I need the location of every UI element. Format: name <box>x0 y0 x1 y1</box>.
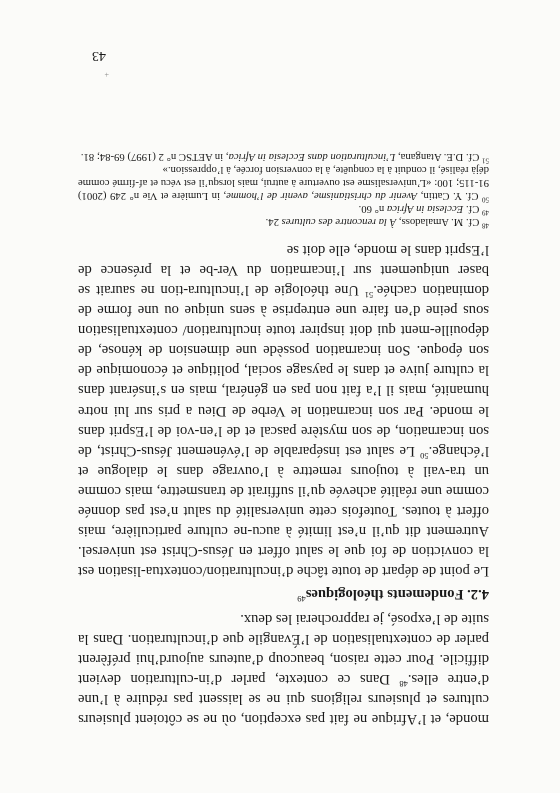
footnote-49: $^{49}$ Cf. Ecclesia in Africa n° 60. <box>358 202 489 217</box>
paragraph-continuation: monde, et l’Afrique ne fait pas exception, où ne se côtoient plusieurs cultures et plusieurs religions qui ne se laissent pas réduire à l’une d’entre elles.$^{48}$ Dans ce contexte, parler d’in-culturation devient difficile. Pour cette raison, beaucoup d’auteurs aujourd’hui préfèrent parler de contextualisation de l’Évangile que d’inculturation. Dans la suite de l’exposé, je rapprocherai les deux. <box>78 610 489 727</box>
footnote-ref-48: 48 <box>399 678 408 689</box>
footnote-50: $^{50}$ Cf. Y. Cattin, Avenir du christianisme, avenir de l’homme, in Lumière et Vie n° 249 (2001) 91-115; 100: «L’universalisme est ouverture à autrui, mais lorsqu’il est vécu et af-firmé comme déjà réalisé, il conduit à la conquête, à la conversion forcée, à l’oppression.» <box>78 163 489 204</box>
footnote-ref-51: 51 <box>364 289 374 300</box>
footnote-51: $^{51}$ Cf. D.E. Atangana, L’inculturation dans Ecclesia in Africa, in AETSC n° 2 (1997) 69-84; 81. <box>80 150 489 165</box>
footnote-ref-50: 50 <box>420 450 429 461</box>
main-text <box>78 150 489 729</box>
footnote-ref-49: 49 <box>297 594 306 605</box>
footnote-48: $^{48}$ Cf. M. Amaladoss, À la rencontre des cultures 24. <box>265 215 489 230</box>
section-heading: 4.2. Fondements théologiques$^{49}$ <box>297 586 489 605</box>
page-number: 43 <box>92 48 106 63</box>
scan-mark: + <box>104 70 109 79</box>
footnotes <box>78 150 489 228</box>
paragraph-theological-foundations: Le point de départ de toute tâche d’inculturation/contextua-lisation est la conviction de foi que le salut offert en Jésus-Christ est universel. Autrement dit qu’il n’est limité à aucu-ne culture particulière, mais offert à toutes. Toutefois cette universalité du salut n’est pas donnée comme une réalité achevée qu’il suffirait de transmettre, mais comme un tra-vail à toujours remettre à l’ouvrage dans le dialogue et l’échange.$^{50}$ Le salut est inséparable de l’événement Jésus-Christ, de son incarnation, de son mystère pascal et de l’en-voi de l’Esprit dans le monde. Par son incarnation le Verbe de Dieu a pris sur lui notre humanité, mais il l’a fait non pas en général, mais en s’insérant dans la culture juive et dans le paysage social, politique et économique de son époque. Son incarnation possède une dimension de kénose, de dépouille-ment qui doit inspirer toute inculturation/ contextualisation sous peine d’en faire une entreprise à sens unique ou une forme de domination cachée.$^{51}$ Une théologie de l’incultura-tion ne saurait se baser uniquement sur l’incarnation du Ver-be et la présence de l’Esprit dans le monde, elle doit se <box>78 241 489 580</box>
